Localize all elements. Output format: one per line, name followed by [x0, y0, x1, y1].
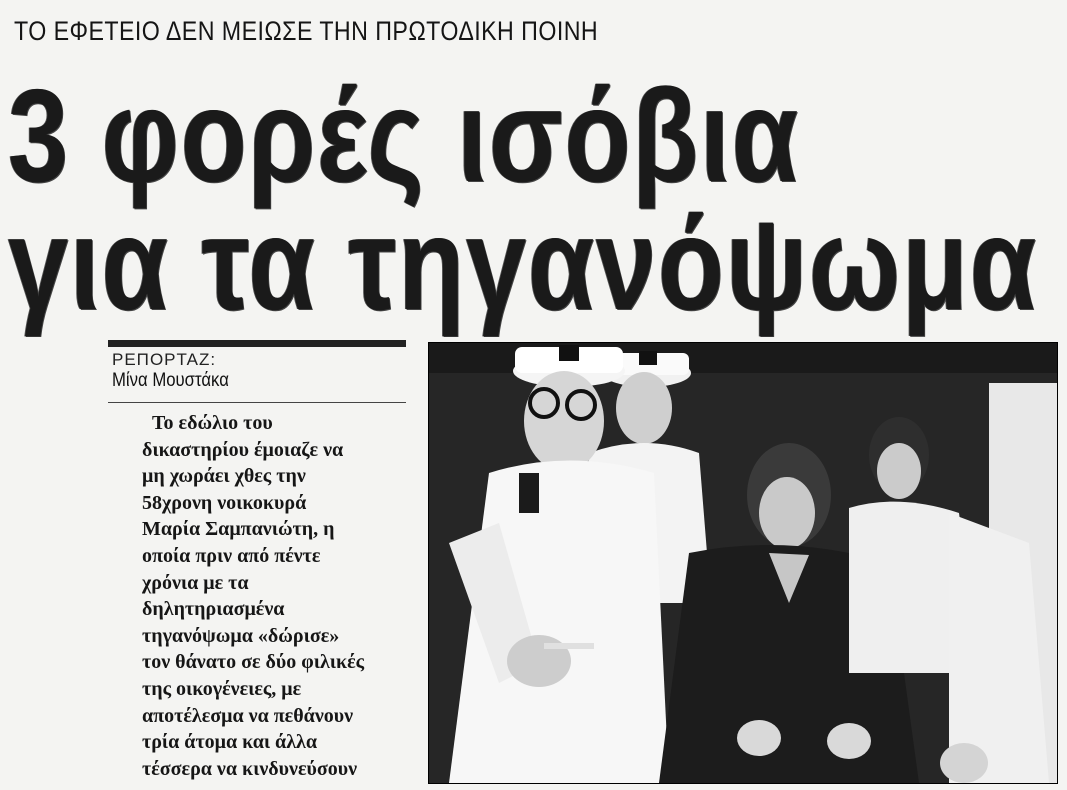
body-line: δηλητηριασμένα	[142, 598, 285, 621]
body-line: τηγανόψωμα «δώρισε»	[142, 624, 340, 647]
byline-bar	[108, 340, 406, 347]
body-line: μη χωράει χθες την	[142, 465, 306, 488]
byline-author: Μίνα Μουστάκα	[112, 370, 229, 391]
body-line: Μαρία Σαμπανιώτη, η	[142, 518, 335, 541]
news-photo	[428, 342, 1058, 784]
body-line: 58χρονη νοικοκυρά	[142, 491, 307, 514]
photo-illustration	[429, 343, 1057, 783]
byline-divider	[108, 402, 406, 403]
headline-line-2: για τα τηγανόψωμα	[8, 190, 1038, 337]
body-line: τέσσερα να κινδυνεύσουν	[142, 757, 358, 780]
headline-line-1: 3 φορές ισόβια	[8, 62, 800, 209]
body-line: τον θάνατο σε δύο φιλικές	[142, 651, 365, 674]
byline-label: ΡΕΠΟΡΤΑΖ:	[112, 350, 217, 369]
article-kicker: ΤΟ ΕΦΕΤΕΙΟ ΔΕΝ ΜΕΙΩΣΕ ΤΗΝ ΠΡΩΤΟΔΙΚΗ ΠΟΙΝΗ	[14, 16, 599, 46]
body-line: Το εδώλιο του	[152, 412, 273, 434]
body-line: χρόνια με τα	[142, 571, 249, 594]
body-line: δικαστηρίου έμοιαζε να	[142, 438, 344, 461]
body-line: τρία άτομα και άλλα	[142, 731, 318, 754]
body-line: της οικογένειες, με	[142, 677, 302, 700]
article-headline	[8, 62, 1038, 337]
body-line: οποία πριν από πέντε	[142, 544, 321, 567]
body-line: αποτέλεσμα να πεθάνουν	[142, 704, 354, 727]
article-body	[142, 410, 422, 790]
